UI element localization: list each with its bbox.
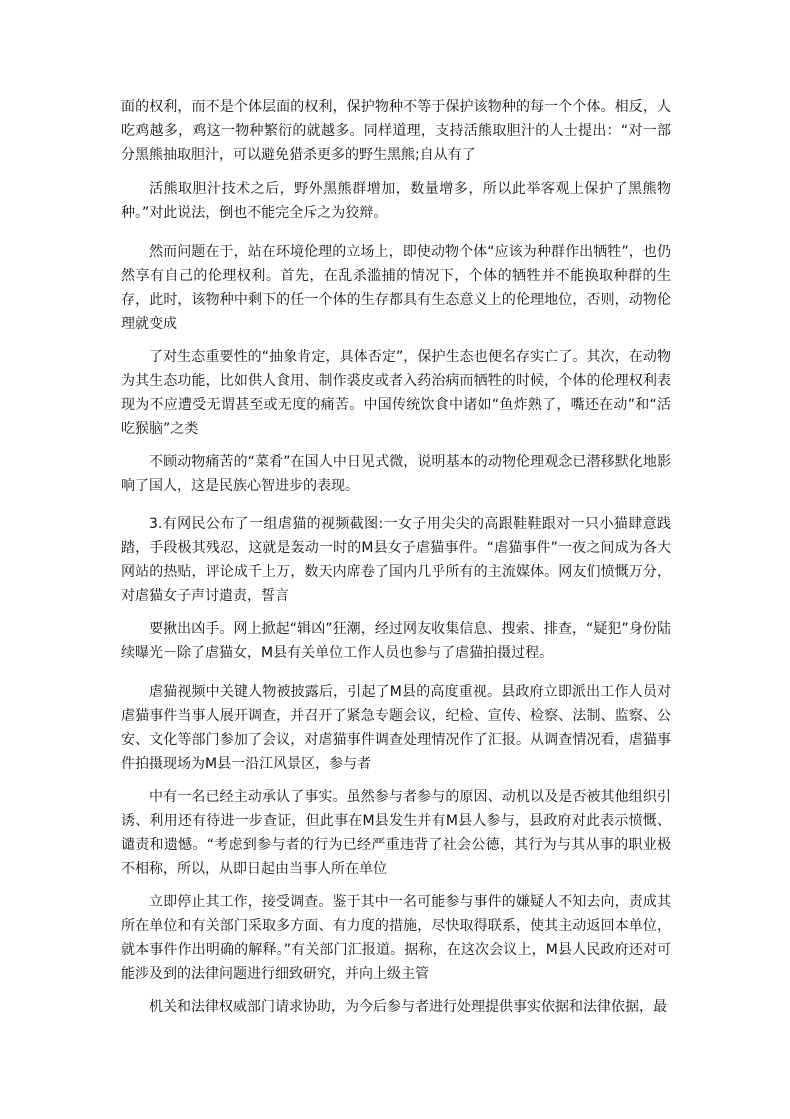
- paragraph-5: 不顾动物痛苦的“菜肴”在国人中日见式微，说明基本的动物伦理观念已潜移默化地影响了国人，这是民族心智进步的表现。: [121, 454, 671, 494]
- paragraph-11: 机关和法律权威部门请求协助，为今后参与者进行处理提供事实依据和法律依据，最: [149, 999, 667, 1015]
- paragraph-7: 要揪出凶手。网上掀起“辑凶”狂潮，经过网友收集信息、搜索、排查，“疑犯”身份陆续曝光－除了虐猫女，M县有关单位工作人员也参与了虐猫拍摄过程。: [121, 621, 671, 661]
- paragraph-8: 虐猫视频中关键人物被披露后，引起了M县的高度重视。县政府立即派出工作人员对虐猫事件当事人展开调查，并召开了紧急专题会议，纪检、宣传、检察、法制、监察、公安、文化等部门参加了会议，对虐猫事件调查处理情况作了汇报。从调查情况看，虐猫事件拍摄现场为M县一沿江风景区，参与者: [121, 684, 671, 772]
- paragraph-1: 面的权利，而不是个体层面的权利，保护物种不等于保护该物种的每一个个体。相反，人吃鸡越多，鸡这一物种繁衍的就越多。同样道理，支持活熊取胆汁的人士提出：“对一部分黑熊抽取胆汁，可以避免猎杀更多的野生黑熊;自从有了: [121, 99, 671, 163]
- paragraph-4: 了对生态重要性的“抽象肯定，具体否定”，保护生态也便名存实亡了。其次，在动物为其生态功能，比如供人食用、制作裘皮或者入药治病而牺牲的时候，个体的伦理权利表现为不应遭受无谓甚至或无度的痛苦。中国传统饮食中诸如“鱼炸熟了，嘴还在动”和“活吃猴脑”之类: [121, 349, 671, 437]
- paragraph-6: 3.有网民公布了一组虐猫的视频截图:一女子用尖尖的高跟鞋鞋跟对一只小猫肆意践踏，手段极其残忍，这就是轰动一时的M县女子虐猫事件。“虐猫事件”一夜之间成为各大网站的热贴，评论成千上万，数天内席卷了国内几乎所有的主流媒体。网友们愤慨万分，对虐猫女子声讨遣责，誓言: [121, 516, 671, 604]
- paragraph-3: 然而问题在于，站在环境伦理的立场上，即使动物个体“应该为种群作出牺牲”，也仍然享有自己的伦理权利。首先，在乱杀滥捕的情况下，个体的牺牲并不能换取种群的生存，此时，该物种中剩下的任一个体的生存都具有生态意义上的伦理地位，否则，动物伦理就变成: [121, 244, 671, 332]
- paragraph-2: 活熊取胆汁技术之后，野外黑熊群增加，数量增多，所以此举客观上保护了黑熊物种。”对此说法，倒也不能完全斥之为狡辩。: [121, 181, 671, 221]
- paragraph-9: 中有一名已经主动承认了事实。虽然参与者参与的原因、动机以及是否被其他组织引诱、利用还有待进一步查证，但此事在M县发生并有M县人参与，县政府对此表示愤慨、谴责和遗憾。“考虑到参与者的行为已经严重违背了社会公德，其行为与其从事的职业极不相称，所以，从即日起由当事人所在单位: [121, 789, 671, 877]
- paragraph-10: 立即停止其工作，接受调查。鉴于其中一名可能参与事件的嫌疑人不知去向，责成其所在单位和有关部门采取多方面、有力度的措施，尽快取得联系，使其主动返回本单位，就本事件作出明确的解释。”有关部门汇报道。据称，在这次会议上，M县人民政府还对可能涉及到的法律问题进行细致研究，并向上级主管: [121, 894, 671, 982]
